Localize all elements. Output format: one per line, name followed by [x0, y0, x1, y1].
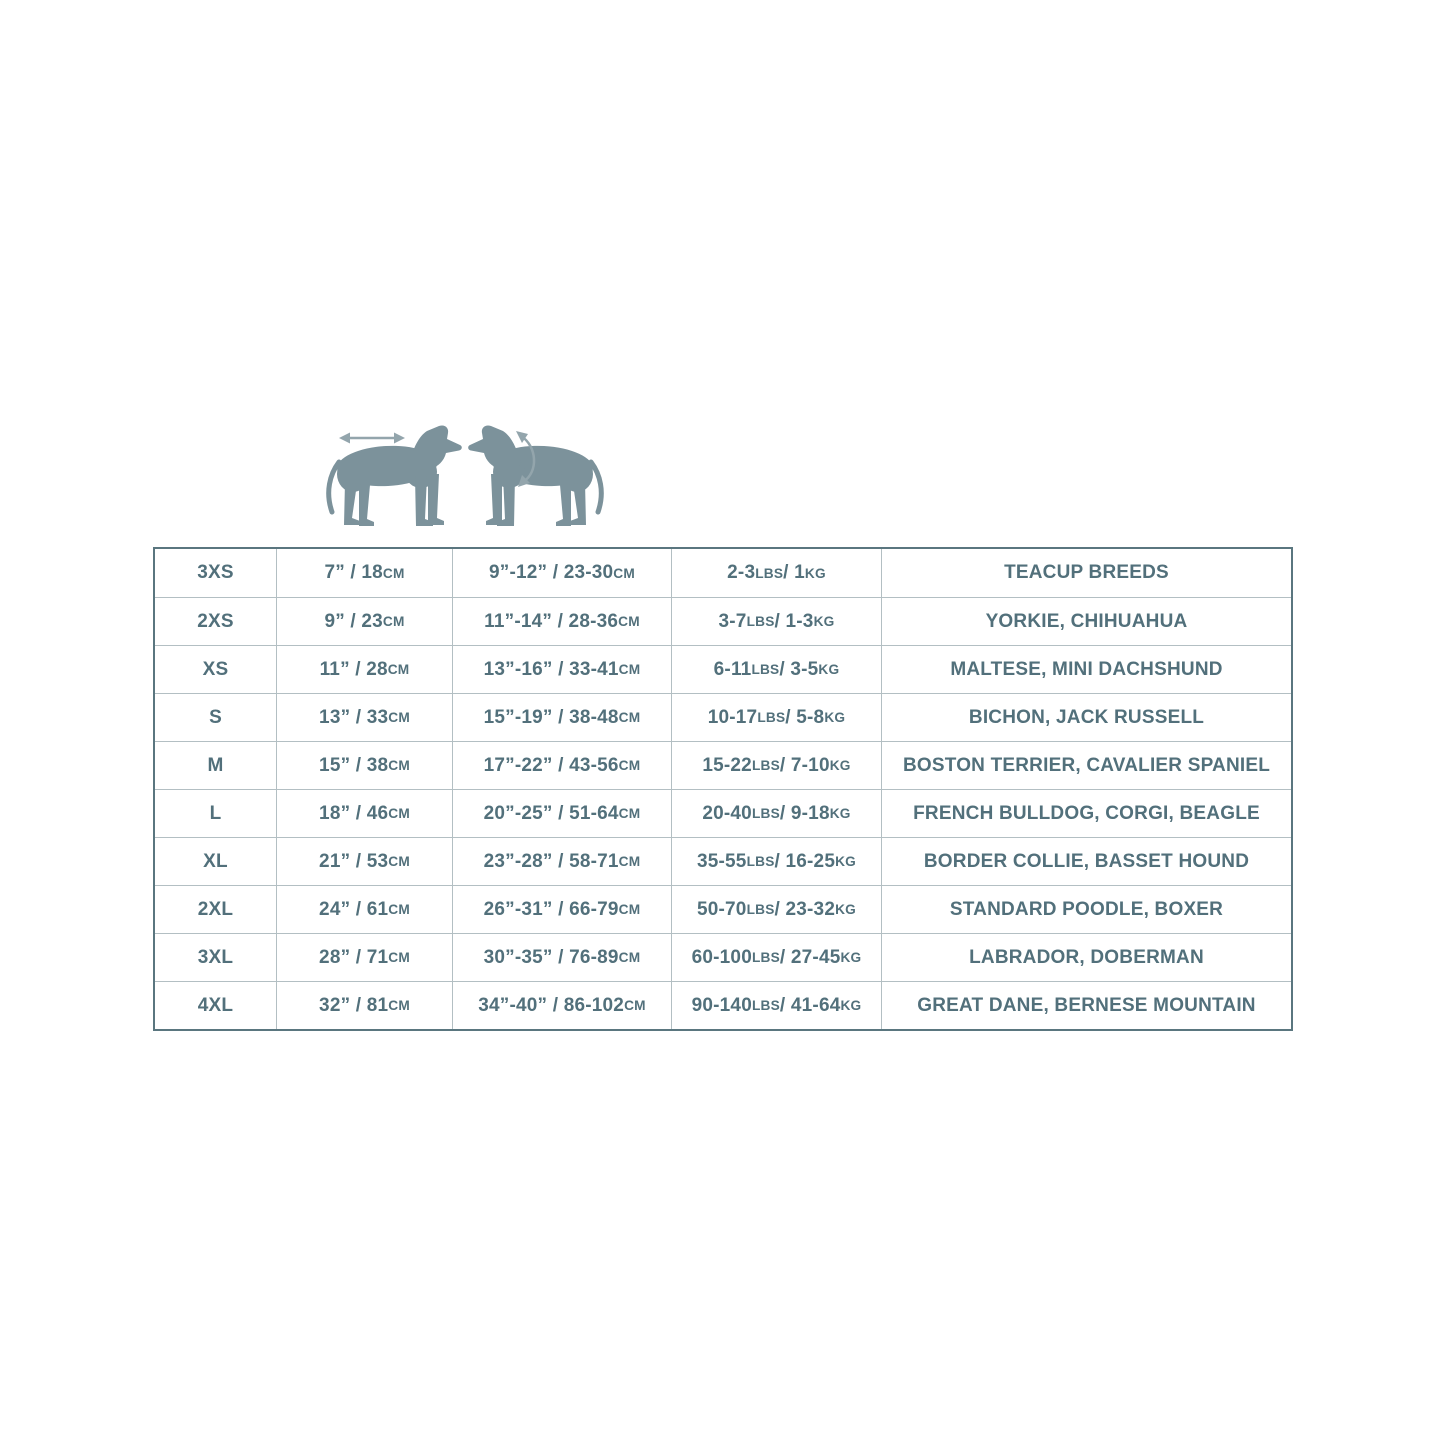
breeds-cell: STANDARD POODLE, BOXER [882, 885, 1291, 933]
breeds-cell: MALTESE, MINI DACHSHUND [882, 645, 1291, 693]
girth-cell: 9”-12” / 23-30 CM [453, 549, 672, 597]
weight-cell: 10-17 LBS / 5-8 KG [672, 693, 882, 741]
length-cell: 18” / 46 CM [277, 789, 453, 837]
length-cell: 32” / 81 CM [277, 981, 453, 1029]
length-cell: 13” / 33 CM [277, 693, 453, 741]
girth-cell: 26”-31” / 66-79 CM [453, 885, 672, 933]
table-row [155, 645, 1291, 693]
weight-cell: 3-7 LBS / 1-3 KG [672, 597, 882, 645]
length-cell: 11” / 28 CM [277, 645, 453, 693]
weight-cell: 50-70 LBS / 23-32 KG [672, 885, 882, 933]
dog-silhouette-right-icon [468, 425, 601, 526]
weight-cell: 15-22 LBS / 7-10 KG [672, 741, 882, 789]
girth-cell: 13”-16” / 33-41 CM [453, 645, 672, 693]
length-cell: 15” / 38 CM [277, 741, 453, 789]
weight-cell: 90-140 LBS / 41-64 KG [672, 981, 882, 1029]
breeds-cell: YORKIE, CHIHUAHUA [882, 597, 1291, 645]
size-cell: XS [155, 645, 277, 693]
girth-cell: 30”-35” / 76-89 CM [453, 933, 672, 981]
length-cell: 28” / 71 CM [277, 933, 453, 981]
table-row [155, 693, 1291, 741]
size-cell: L [155, 789, 277, 837]
breeds-cell: GREAT DANE, BERNESE MOUNTAIN [882, 981, 1291, 1029]
girth-cell: 11”-14” / 28-36 CM [453, 597, 672, 645]
size-cell: 2XL [155, 885, 277, 933]
table-row [155, 597, 1291, 645]
size-cell: M [155, 741, 277, 789]
weight-cell: 60-100 LBS / 27-45 KG [672, 933, 882, 981]
dogs-illustration [315, 410, 615, 532]
girth-cell: 23”-28” / 58-71 CM [453, 837, 672, 885]
table-row [155, 789, 1291, 837]
breeds-cell: LABRADOR, DOBERMAN [882, 933, 1291, 981]
size-cell: 3XS [155, 549, 277, 597]
girth-cell: 34”-40” / 86-102 CM [453, 981, 672, 1029]
girth-cell: 15”-19” / 38-48 CM [453, 693, 672, 741]
size-cell: 3XL [155, 933, 277, 981]
length-cell: 24” / 61 CM [277, 885, 453, 933]
breeds-cell: BOSTON TERRIER, CAVALIER SPANIEL [882, 741, 1291, 789]
length-cell: 21” / 53 CM [277, 837, 453, 885]
girth-cell: 20”-25” / 51-64 CM [453, 789, 672, 837]
table-row [155, 981, 1291, 1029]
size-cell: S [155, 693, 277, 741]
size-cell: XL [155, 837, 277, 885]
girth-cell: 17”-22” / 43-56 CM [453, 741, 672, 789]
back-length-arrow-icon [339, 433, 405, 444]
length-cell: 9” / 23 CM [277, 597, 453, 645]
table-row [155, 885, 1291, 933]
size-cell: 2XS [155, 597, 277, 645]
breeds-cell: FRENCH BULLDOG, CORGI, BEAGLE [882, 789, 1291, 837]
weight-cell: 2-3 LBS / 1 KG [672, 549, 882, 597]
table-row [155, 837, 1291, 885]
weight-cell: 20-40 LBS / 9-18 KG [672, 789, 882, 837]
table-row [155, 549, 1291, 597]
length-cell: 7” / 18 CM [277, 549, 453, 597]
measurement-diagram [315, 410, 615, 532]
weight-cell: 6-11 LBS / 3-5 KG [672, 645, 882, 693]
dog-size-chart-table [153, 547, 1293, 1031]
breeds-cell: TEACUP BREEDS [1004, 562, 1169, 583]
table-row [155, 933, 1291, 981]
breeds-cell: BORDER COLLIE, BASSET HOUND [882, 837, 1291, 885]
table-row [155, 741, 1291, 789]
breeds-cell: BICHON, JACK RUSSELL [882, 693, 1291, 741]
size-cell: 4XL [155, 981, 277, 1029]
weight-cell: 35-55 LBS / 16-25 KG [672, 837, 882, 885]
